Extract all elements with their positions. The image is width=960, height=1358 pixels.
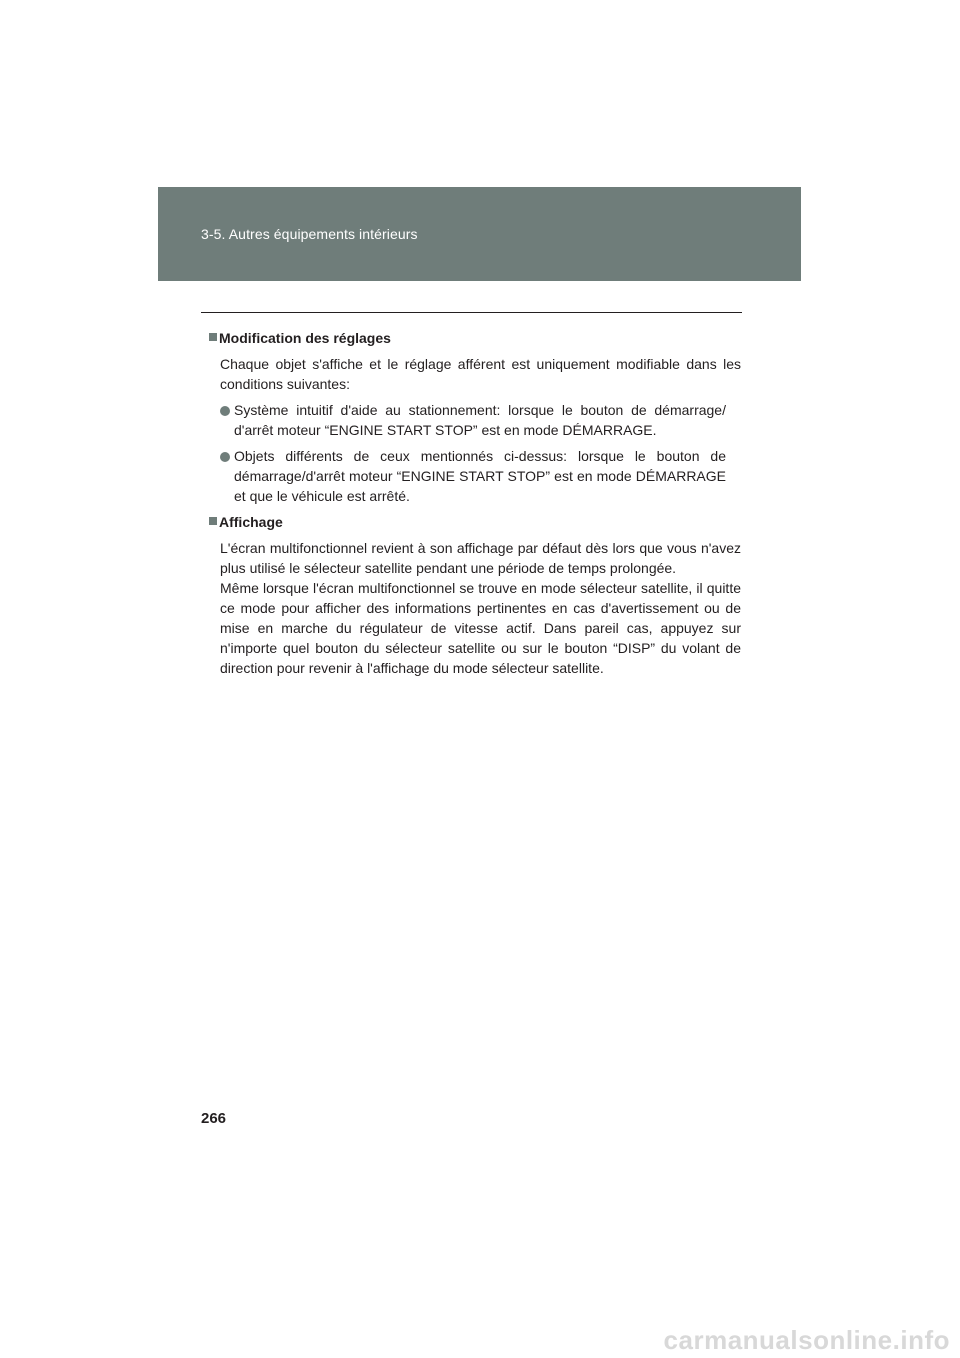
- page-content: [201, 328, 741, 678]
- subheading-affichage: [201, 512, 741, 532]
- paragraph: Chaque objet s'affiche et le réglage afférent est uniquement modifiable dans les conditions suivantes:: [220, 356, 741, 392]
- subheading-text: Modification des réglages: [219, 330, 391, 346]
- section-title: 3-5. Autres équipements intérieurs: [201, 226, 418, 242]
- paragraph: L'écran multifonctionnel revient à son affichage par défaut dès lors que vous n'avez plus utilisé le sélecteur satellite pendant une période de temps prolongée.: [220, 540, 741, 576]
- bullet-text: Objets différents de ceux mentionnés ci-dessus: lorsque le bouton de démarrage/d'arrêt moteur “ENGINE START STOP” est en mode DÉMARRAGE et que le véhicule est arrêté.: [234, 448, 726, 504]
- horizontal-rule: [201, 312, 742, 313]
- subheading-modification: [201, 328, 741, 348]
- circle-bullet-icon: [220, 406, 230, 416]
- subheading-text: Affichage: [219, 514, 283, 530]
- bullet-item: [220, 446, 726, 506]
- page-number: 266: [201, 1110, 227, 1127]
- bullet-text: Système intuitif d'aide au stationnement: lorsque le bouton de démarrage/ d'arrêt moteur “ENGINE START STOP” est en mode DÉMARRAGE.: [234, 402, 726, 438]
- bullet-item: [220, 400, 726, 440]
- paragraph: Même lorsque l'écran multifonctionnel se trouve en mode sélecteur satellite, il quitte ce mode pour afficher des informations pertinentes en cas d'avertissement ou de mise en marche du régulateur de vitesse actif. Dans pareil cas, appuyez sur n'importe quel bouton du sélecteur satellite ou sur le bouton “DISP” du volant de direction pour revenir à l'affichage du mode sélecteur satellite.: [220, 580, 741, 676]
- watermark: carmanualsonline.info: [663, 1325, 950, 1355]
- square-bullet-icon: [209, 333, 217, 341]
- circle-bullet-icon: [220, 452, 230, 462]
- square-bullet-icon: [209, 517, 217, 525]
